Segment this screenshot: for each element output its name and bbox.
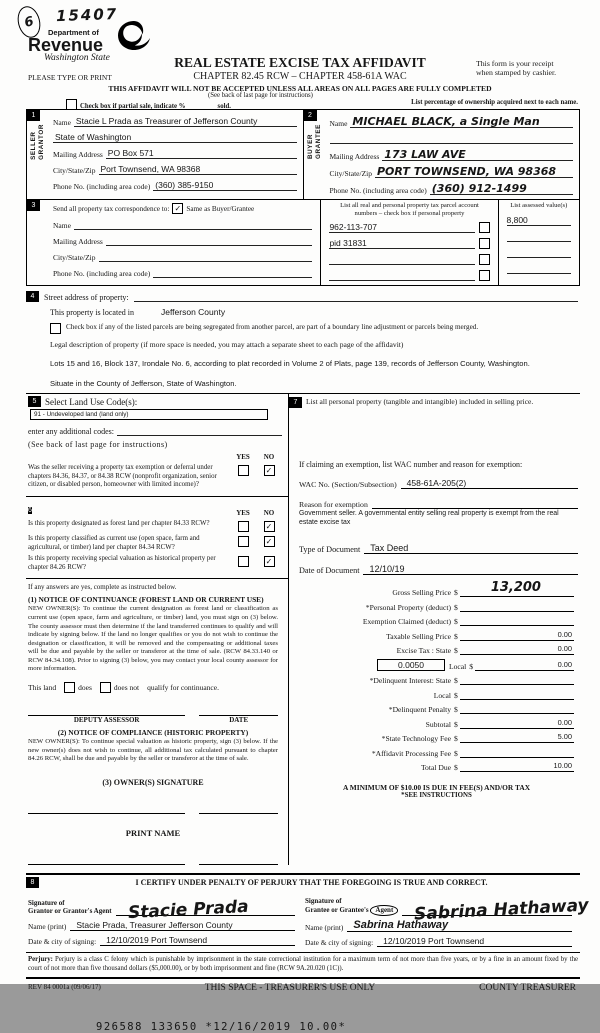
- section-6-badge: 6: [28, 506, 32, 514]
- notice-continuance-title: (1) NOTICE OF CONTINUANCE (FOREST LAND OR CURRENT USE): [28, 595, 264, 605]
- assessor-captions: DEPUTY ASSESSOR DATE: [73, 716, 249, 725]
- form-chapter-line: CHAPTER 82.45 RCW – CHAPTER 458-61A WAC: [193, 71, 407, 82]
- seller-phone-label: Phone No. (including area code): [53, 182, 151, 191]
- grantor-signature-field[interactable]: [116, 893, 295, 923]
- affidavit-fee-label: *Affidavit Processing Fee: [371, 748, 451, 758]
- delinq-interest-label: *Delinquent Interest: State: [369, 676, 451, 686]
- section-7-badge: 7: [289, 397, 302, 408]
- tax-computation: Gross Selling Price $ 13,200 *Personal Property (deduct) $ Exemption Claimed (deduct) $ Taxable Selling Price $ 0.00 Excise Tax : State $ 0.00 0.0050 Local $ 0.00 *Delinquent Interest: State $ Local $ *Delinquent Penalty $ Subtotal $ 0.00 *State Technology Fee $ 5.00 *Affidavit Processing Fee $ Total Due $ 10.00 A MINIMUM OF $10.00 IS DUE IN FEE(S) AND/OR TAX *SEE INSTRUCTIONS: [299, 581, 578, 799]
- taxable-price-field[interactable]: 0.00: [460, 630, 574, 641]
- footer-row: [26, 979, 580, 993]
- seller-phone-field[interactable]: (360) 385-9150: [153, 180, 296, 191]
- treasurer-space-label: THIS SPACE - TREASURER'S USE ONLY: [204, 983, 376, 994]
- grantee-print-field[interactable]: Sabrina Hathaway: [347, 920, 572, 932]
- section-1-badge: 1: [27, 110, 40, 121]
- grantee-date-field[interactable]: 12/10/2019 Port Townsend: [377, 936, 572, 947]
- land-does-checkbox[interactable]: [64, 682, 75, 693]
- form-revision-number: REV 84 0001a (09/06/17): [28, 983, 101, 992]
- buyer-mailing-label: Mailing Address: [329, 152, 380, 161]
- this-land-label: This land: [28, 683, 57, 693]
- grantee-sig-label: Signature of Grantee or Grantee's Agent: [305, 897, 398, 916]
- sold-label: sold.: [217, 103, 231, 110]
- q-deferral-yes-checkbox[interactable]: [238, 465, 249, 476]
- doc-date-field[interactable]: 12/10/19: [363, 564, 578, 575]
- assessed-field-2[interactable]: [507, 231, 571, 242]
- buyer-csz-field[interactable]: PORT TOWNSEND, WA 98368: [375, 166, 573, 178]
- delinq-local-label: Local: [433, 690, 451, 700]
- section-3-badge: 3: [27, 200, 40, 211]
- street-address-field[interactable]: [134, 291, 578, 302]
- total-due-label: Total Due: [420, 763, 451, 773]
- corr-name-label: Name: [53, 221, 71, 230]
- please-type-note: PLEASE TYPE OR PRINT: [28, 73, 112, 82]
- q-historical-yes-checkbox[interactable]: [238, 556, 249, 567]
- grantee-signature-scribble: Sabrina Hathaway: [413, 895, 590, 925]
- certify-statement: I CERTIFY UNDER PENALTY OF PERJURY THAT THE FOREGOING IS TRUE AND CORRECT.: [135, 877, 488, 887]
- tech-fee-field[interactable]: 5.00: [460, 732, 574, 743]
- seller-mailing-label: Mailing Address: [53, 150, 103, 159]
- section-8-badge: 8: [26, 877, 39, 888]
- segregated-label: Check box if any of the listed parcels are being segregated from another parcel, are part of a boundary line adjustment or parcels being merged.: [66, 323, 479, 332]
- corr-phone-label: Phone No. (including area code): [53, 269, 151, 278]
- corr-csz-field[interactable]: [99, 251, 313, 262]
- perjury-statement: Perjury: Perjury is a class C felony which is punishable by imprisonment in the state correctional institution for a maximum term of not more than five years, or by a fine in an amount fixed by the court of not more than five thousand dollars ($5,000.00), or by both imprisonment and fine (RCW 9A.20.020 (1C)).: [26, 952, 580, 980]
- classification-section: [26, 497, 288, 580]
- grantor-signature-block: [26, 888, 303, 947]
- tech-fee-label: *State Technology Fee: [381, 734, 451, 744]
- parcel-numbers-column: [321, 200, 498, 285]
- grantee-print-label: Name (print): [305, 922, 344, 932]
- claiming-exemption-label: If claiming an exemption, list WAC number and reason for exemption:: [299, 460, 523, 470]
- print-name-title: PRINT NAME: [125, 827, 181, 838]
- cashier-stamp: 926588 133650 *12/16/2019 10.00*: [96, 1021, 347, 1033]
- notice-compliance-title: (2) NOTICE OF COMPLIANCE (HISTORIC PROPERTY): [57, 728, 249, 738]
- owner-signature-lines-1: [28, 803, 278, 814]
- affidavit-fee-field[interactable]: [460, 747, 574, 758]
- exemption-deduct-label: Exemption Claimed (deduct): [362, 617, 451, 627]
- section-4-badge: 4: [26, 291, 39, 302]
- wac-number-field[interactable]: 458-61A-205(2): [401, 478, 578, 489]
- seller-csz-field[interactable]: Port Townsend, WA 98368: [99, 164, 297, 175]
- taxable-price-label: Taxable Selling Price: [386, 631, 451, 641]
- doc-type-label: Type of Document: [299, 545, 361, 555]
- grantee-signature-field[interactable]: [402, 893, 590, 925]
- assessed-field-3[interactable]: [507, 247, 571, 258]
- doc-type-field[interactable]: Tax Deed: [364, 543, 578, 554]
- personal-deduct-field[interactable]: [460, 601, 574, 612]
- parcel-field-4[interactable]: [329, 270, 474, 281]
- yes-no-header-6: YES NO: [236, 508, 275, 517]
- parcel-header: List all real and personal property tax parcel account numbers – check box if personal property: [340, 202, 479, 217]
- correspondence-label: Send all property tax correspondence to:: [53, 204, 170, 213]
- grantor-print-label: Name (print): [28, 921, 67, 931]
- land-use-code-select[interactable]: 91 - Undeveloped land (land only): [30, 409, 268, 420]
- assessor-signature-lines: [28, 705, 278, 716]
- deputy-assessor-field[interactable]: [28, 705, 185, 716]
- corr-name-field[interactable]: [74, 219, 313, 230]
- owner-print-field-2[interactable]: [199, 854, 278, 865]
- continuance-notices: [26, 579, 288, 864]
- assessor-date-field[interactable]: [199, 705, 278, 716]
- seller-grantor-side-label: SELLER GRANTOR: [30, 124, 45, 160]
- minimum-due-note: A MINIMUM OF $10.00 IS DUE IN FEE(S) AND/OR TAX: [342, 783, 531, 793]
- seller-name-field[interactable]: Stacie L Prada as Treasurer of Jefferson County: [74, 116, 297, 127]
- grantee-date-label: Date & city of signing:: [305, 937, 374, 947]
- parcel-4-personal-checkbox[interactable]: [479, 270, 490, 281]
- property-location-section: [26, 286, 580, 393]
- see-back-note-2: (See back of last page for instructions): [28, 440, 168, 450]
- buyer-phone-field[interactable]: (360) 912-1499: [430, 183, 573, 195]
- assessed-values-column: [499, 200, 579, 285]
- partial-sale-label: Check box if partial sale, indicate %: [80, 103, 186, 110]
- see-back-note: (See back of last page for instructions): [208, 92, 313, 99]
- form-title: REAL ESTATE EXCISE TAX AFFIDAVIT: [174, 55, 426, 70]
- reason-field[interactable]: [372, 498, 578, 509]
- ownership-note: List percentage of ownership acquired next to each name.: [411, 99, 578, 106]
- grantee-signature-block: [303, 888, 590, 947]
- legal-description-label: Legal description of property (if more space is needed, you may attach a separate sheet to each page of the affidavit): [50, 340, 404, 350]
- assessed-field-1[interactable]: 8,800: [507, 215, 571, 226]
- legal-situate-text: Situate in the County of Jefferson, State of Washington.: [50, 379, 237, 389]
- logo-revenue-label: Revenue: [28, 35, 104, 55]
- delinq-penalty-label: *Delinquent Penalty: [388, 705, 451, 715]
- yes-no-header-5: YES NO: [236, 453, 275, 462]
- gross-price-label: Gross Selling Price: [392, 588, 451, 598]
- qualify-label: qualify for continuance.: [147, 683, 219, 693]
- q-currentuse-yes-checkbox[interactable]: [238, 536, 249, 547]
- does-not-label: does not: [113, 683, 140, 693]
- owner-print-lines: [28, 854, 278, 865]
- delinq-penalty-field[interactable]: [460, 703, 574, 714]
- buyer-phone-label: Phone No. (including area code): [329, 186, 427, 195]
- middle-two-columns: [26, 393, 580, 865]
- buyer-name-field[interactable]: MICHAEL BLACK, a Single Man: [350, 116, 573, 128]
- wac-label: WAC No. (Section/Subsection): [299, 480, 397, 490]
- buyer-csz-label: City/State/Zip: [329, 169, 372, 178]
- section-5-badge: 5: [28, 396, 41, 407]
- seller-mailing-field[interactable]: PO Box 571: [106, 148, 297, 159]
- land-does-not-checkbox[interactable]: [100, 682, 111, 693]
- total-due-field[interactable]: 10.00: [460, 761, 574, 772]
- located-in-label: This property is located in: [50, 308, 134, 318]
- seller-name-label: Name: [53, 118, 71, 127]
- handwritten-receipt-number: 15407: [55, 4, 119, 26]
- grantor-date-label: Date & city of signing:: [28, 936, 97, 946]
- grantor-print-field[interactable]: Stacie Prada, Treasurer Jefferson County: [70, 920, 295, 931]
- personal-property-label: List all personal property (tangible and intangible) included in selling price.: [306, 397, 534, 407]
- located-county-value: Jefferson County: [160, 307, 226, 318]
- parcel-field-2[interactable]: pid 31831: [329, 238, 474, 249]
- additional-codes-label: enter any additional codes:: [28, 427, 114, 437]
- doc-date-label: Date of Document: [299, 566, 360, 576]
- buyer-section: [304, 110, 580, 199]
- acceptance-warning: THIS AFFIDAVIT WILL NOT BE ACCEPTED UNLESS ALL AREAS ON ALL PAGES ARE FULLY COMPLETED: [108, 84, 492, 93]
- question-current-use: Is this property classified as current use (open space, farm and agricultural, or timber) land per chapter 84.34 RCW? ✓: [28, 535, 282, 552]
- land-use-column: [26, 394, 289, 865]
- logo-state-label: Washington State: [44, 53, 110, 64]
- section-2-badge: 2: [304, 110, 317, 121]
- corr-csz-label: City/State/Zip: [53, 253, 96, 262]
- grantor-date-field[interactable]: 12/10/2019 Port Townsend: [100, 935, 295, 946]
- q-forest-yes-checkbox[interactable]: [238, 521, 249, 532]
- circled-agent-word: Agent: [370, 905, 398, 915]
- land-use-title: Select Land Use Code(s):: [45, 396, 138, 407]
- buyer-name-field-2[interactable]: [330, 133, 574, 144]
- q-deferral-no-checkbox[interactable]: ✓: [264, 465, 275, 476]
- parcel-1-personal-checkbox[interactable]: [479, 222, 490, 233]
- question-forest-land: Is this property designated as forest land per chapter 84.33 RCW? ✓: [28, 520, 282, 532]
- seller-section: [27, 110, 304, 199]
- question-exemption-deferral: Was the seller receiving a property tax exemption or deferral under chapters 84.36, 84.37, or 84.38 RCW (nonprofit organization, senior citizen, or disabled person, homeowner with limited income)? ✓: [28, 464, 282, 490]
- parties-box: [26, 109, 580, 200]
- segregated-checkbox[interactable]: [50, 323, 61, 334]
- owners-signature-title: (3) OWNER(S) SIGNATURE: [102, 777, 204, 787]
- see-instructions-note: *SEE INSTRUCTIONS: [401, 792, 472, 800]
- personal-deduct-label: *Personal Property (deduct): [365, 602, 451, 612]
- buyer-mailing-field[interactable]: 173 LAW AVE: [382, 149, 573, 161]
- land-qualify-row: [28, 682, 278, 693]
- parcel-3-personal-checkbox[interactable]: [479, 254, 490, 265]
- gross-price-field[interactable]: 13,200: [460, 581, 574, 597]
- reason-value-text: Government seller. A governmental entity selling real property is exempt from the real estate excise tax: [299, 510, 559, 526]
- correspondence-parcel-box: [26, 200, 580, 286]
- seller-csz-label: City/State/Zip: [53, 166, 96, 175]
- parcel-2-personal-checkbox[interactable]: [479, 238, 490, 249]
- legal-description-text: Lots 15 and 16, Block 137, Irondale No. 6, according to plat recorded in Volume 2 of Plats, page 139, records of Jefferson County, Washington.: [50, 359, 530, 369]
- revenue-swirl-icon: [116, 20, 152, 57]
- owner-signature-field-2[interactable]: [199, 803, 278, 814]
- owner-signature-field-1[interactable]: [28, 803, 185, 814]
- local-rate-box: 0.0050: [377, 659, 445, 671]
- additional-codes-field[interactable]: [117, 425, 282, 436]
- does-label: does: [78, 683, 92, 693]
- q-forest-no-checkbox[interactable]: ✓: [264, 521, 275, 532]
- if-yes-note: If any answers are yes, complete as instructed below.: [28, 583, 177, 592]
- excise-state-field[interactable]: 0.00: [460, 644, 574, 655]
- logo-dept-label: Department of: [48, 28, 99, 37]
- same-as-buyer-checkbox[interactable]: ✓: [172, 203, 183, 214]
- delinq-interest-local-field[interactable]: [460, 689, 574, 700]
- parcel-field-3[interactable]: [329, 254, 474, 265]
- buyer-name-label: Name: [329, 119, 348, 128]
- correspondence-column: [27, 200, 321, 285]
- land-use-section: [26, 394, 288, 497]
- q-historical-no-checkbox[interactable]: ✓: [264, 556, 275, 567]
- corr-mailing-field[interactable]: [106, 235, 313, 246]
- delinq-interest-state-field[interactable]: [460, 674, 574, 685]
- excise-state-label: Excise Tax : State: [396, 646, 451, 656]
- street-address-label: Street address of property:: [44, 293, 129, 303]
- certification-section: [26, 873, 590, 980]
- assessed-header: List assessed value(s): [510, 202, 568, 209]
- corr-phone-field[interactable]: [153, 267, 312, 278]
- seller-name-field-2[interactable]: State of Washington: [53, 132, 297, 143]
- q-currentuse-no-checkbox[interactable]: ✓: [264, 536, 275, 547]
- owner-print-field-1[interactable]: [28, 854, 185, 865]
- circled-number: 6: [14, 4, 43, 40]
- notice-compliance-body: NEW OWNER(S): To continue special valuation as historic property, sign (3) below. If the new owner(s) does not wish to continue, all additional tax calculated pursuant to chapter 84.26 RCW, shall be due and payable by the seller or transferor at the time of sale.: [28, 738, 278, 763]
- reason-label: Reason for exemption: [299, 500, 368, 510]
- exemption-deduct-field[interactable]: [460, 615, 574, 626]
- exemption-tax-column: [289, 394, 580, 865]
- question-historical: Is this property receiving special valuation as historical property per chapter 84.26 RCW? ✓: [28, 555, 282, 572]
- subtotal-label: Subtotal: [425, 719, 451, 729]
- subtotal-field[interactable]: 0.00: [460, 718, 574, 729]
- assessed-field-4[interactable]: [507, 263, 571, 274]
- notice-continuance-body: NEW OWNER(S): To continue the current designation as forest land or classification as current use (open space, farm and agriculture, or timber) land, you must sign on (3) below. The county assessor must then determine if the land transferred continues to qualify and will indicate by signing below. If the land no longer qualifies or you do not wish to continue the designation or classification, it will be removed and the compensating or additional taxes will be due and payable by the seller or transferor at the time of sale. (RCW 84.33.140 or RCW 84.34.108). Prior to signing (3) below, you may contact your local county assessor for more information.: [28, 605, 278, 673]
- local-label: Local: [449, 661, 467, 671]
- grantor-signature-scribble: Stacie Prada: [127, 896, 249, 923]
- grantor-sig-label: Signature of Grantor or Grantor's Agent: [28, 898, 112, 916]
- corr-mailing-label: Mailing Address: [53, 237, 103, 246]
- parcel-field-1[interactable]: 962-113-707: [329, 222, 474, 233]
- same-as-buyer-label: Same as Buyer/Grantee: [186, 204, 255, 213]
- county-treasurer-label: COUNTY TREASURER: [479, 983, 576, 994]
- excise-local-field[interactable]: 0.00: [475, 660, 574, 671]
- buyer-grantee-side-label: BUYER GRANTEE: [306, 124, 322, 159]
- receipt-note: This form is your receipt when stamped by cashier.: [476, 59, 557, 78]
